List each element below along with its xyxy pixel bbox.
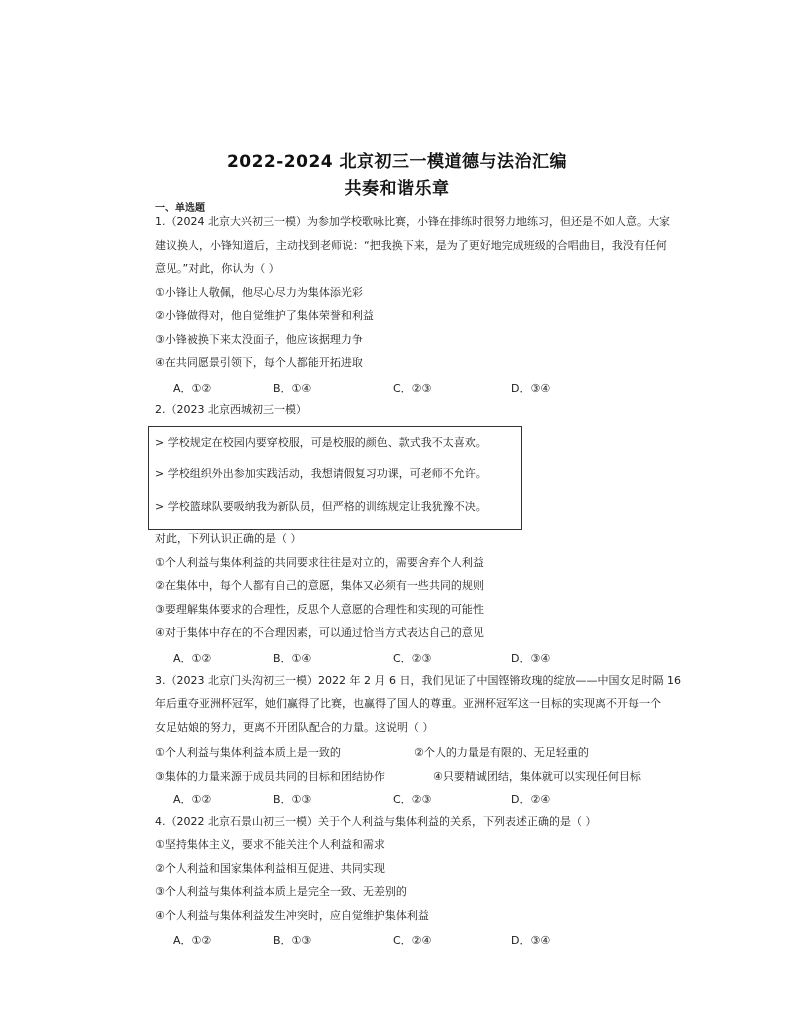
- option-c: C．②③: [393, 382, 432, 395]
- q1-statement-3: ③小锋被换下来太没面子，他应该据理力争: [155, 333, 363, 346]
- q3-line-3: 女足姑娘的努力，更离不开团队配合的力量。这说明（ ）: [155, 721, 434, 734]
- option-d: D．②④: [511, 793, 551, 806]
- q1-statement-2: ②小锋做得对，他自觉维护了集体荣誉和利益: [155, 309, 374, 322]
- q4-statement-2: ②个人利益和国家集体利益相互促进、共同实现: [155, 862, 385, 875]
- q3-line-1: 3.（2023 北京门头沟初三一模）2022 年 2 月 6 日，我们见证了中国铿锵玫瑰的绽放——中国女足时隔 16: [155, 674, 681, 687]
- q2-stem: 对此，下列认识正确的是（ ）: [155, 532, 302, 545]
- q3-statement-4: ④只要精诚团结，集体就可以实现任何目标: [433, 770, 641, 783]
- option-b: B．①④: [273, 652, 312, 665]
- q2-header: 2.（2023 北京西城初三一模）: [155, 403, 307, 416]
- q1-line-2: 建议换人，小锋知道后，主动找到老师说：“把我换下来，是为了更好地完成班级的合唱曲目，我没有任何: [155, 239, 667, 252]
- option-d: D．③④: [511, 382, 551, 395]
- q1-line-1: 1.（2024 北京大兴初三一模）为参加学校歌咏比赛，小锋在排练时很努力地练习，但还是不如人意。大家: [155, 215, 670, 228]
- option-d: D．③④: [511, 934, 551, 947]
- option-c: C．②③: [393, 652, 432, 665]
- q4-statement-4: ④个人利益与集体利益发生冲突时，应自觉维护集体利益: [155, 909, 429, 922]
- q2-statement-4: ④对于集体中存在的不合理因素，可以通过恰当方式表达自己的意见: [155, 626, 484, 639]
- q2-scenario-box: [148, 426, 522, 530]
- scenario-line-3: > 学校篮球队要吸纳我为新队员，但严格的训练规定让我犹豫不决。: [155, 500, 487, 513]
- document-subtitle: 共奏和谐乐章: [344, 179, 450, 199]
- q4-header: 4.（2022 北京石景山初三一模）关于个人利益与集体利益的关系，下列表述正确的是（ ）: [155, 815, 597, 828]
- option-b: B．①③: [273, 934, 312, 947]
- q1-statement-4: ④在共同愿景引领下，每个人都能开拓进取: [155, 356, 363, 369]
- q3-statement-3: ③集体的力量来源于成员共同的目标和团结协作: [155, 770, 385, 783]
- scenario-line-2: > 学校组织外出参加实践活动，我想请假复习功课，可老师不允许。: [155, 467, 487, 480]
- option-a: A．①②: [173, 934, 212, 947]
- q2-statement-2: ②在集体中，每个人都有自己的意愿，集体又必须有一些共同的规则: [155, 579, 484, 592]
- option-d: D．③④: [511, 652, 551, 665]
- document-title: 2022-2024 北京初三一模道德与法治汇编: [226, 152, 568, 172]
- q1-line-3: 意见。”对此，你认为（ ）: [155, 262, 280, 275]
- q2-statement-3: ③要理解集体要求的合理性，反思个人意愿的合理性和实现的可能性: [155, 603, 484, 616]
- section-heading: 一、单选题: [155, 203, 205, 214]
- q4-statement-1: ①坚持集体主义，要求不能关注个人利益和需求: [155, 838, 385, 851]
- option-a: A．①②: [173, 652, 212, 665]
- q4-statement-3: ③个人利益与集体利益本质上是完全一致、无差别的: [155, 885, 407, 898]
- q3-line-2: 年后重夺亚洲杯冠军，她们赢得了比赛，也赢得了国人的尊重。亚洲杯冠军这一目标的实现离不开每一个: [155, 697, 661, 710]
- option-a: A．①②: [173, 382, 212, 395]
- option-b: B．①④: [273, 382, 312, 395]
- option-a: A．①②: [173, 793, 212, 806]
- scenario-line-1: > 学校规定在校园内要穿校服，可是校服的颜色、款式我不太喜欢。: [155, 436, 487, 449]
- q3-statement-2: ②个人的力量是有限的、无足轻重的: [414, 746, 589, 759]
- q2-statement-1: ①个人利益与集体利益的共同要求往往是对立的，需要舍弃个人利益: [155, 556, 484, 569]
- q3-statement-1: ①个人利益与集体利益本质上是一致的: [155, 746, 341, 759]
- option-c: C．②④: [393, 934, 432, 947]
- q1-statement-1: ①小锋让人敬佩，他尽心尽力为集体添光彩: [155, 286, 363, 299]
- option-c: C．②③: [393, 793, 432, 806]
- option-b: B．①③: [273, 793, 312, 806]
